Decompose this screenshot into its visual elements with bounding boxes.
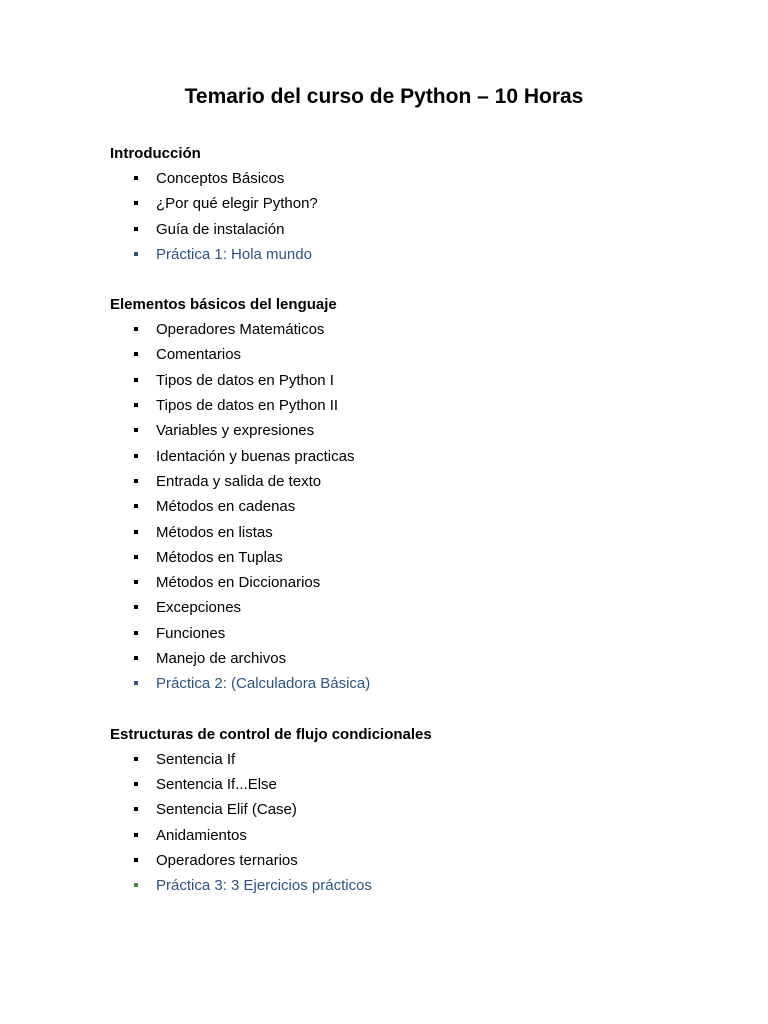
list-item-text: Sentencia If...Else bbox=[156, 775, 277, 793]
list-item bbox=[110, 797, 730, 822]
square-bullet-icon bbox=[134, 807, 138, 811]
practice-item-text: Práctica 3: 3 Ejercicios prácticos bbox=[156, 877, 372, 895]
list-item-text: Conceptos Básicos bbox=[156, 170, 285, 187]
list-item bbox=[110, 595, 730, 620]
list-item-text: ¿Por qué elegir Python? bbox=[156, 195, 318, 213]
list-item-text: Variables y expresiones bbox=[156, 422, 315, 440]
square-bullet-icon bbox=[134, 403, 138, 407]
section-item-list bbox=[110, 747, 730, 899]
section-item-list bbox=[110, 166, 730, 267]
square-bullet-icon bbox=[134, 378, 138, 382]
section-item-list bbox=[110, 317, 730, 696]
list-item bbox=[110, 418, 730, 443]
section-heading: Estructuras de control de flujo condicionales bbox=[110, 725, 432, 743]
list-item bbox=[110, 621, 730, 646]
practice-item bbox=[110, 242, 730, 267]
square-bullet-icon bbox=[134, 530, 138, 534]
practice-item bbox=[110, 671, 730, 696]
list-item-text: Métodos en Diccionarios bbox=[156, 574, 321, 592]
square-bullet-icon bbox=[134, 883, 138, 887]
square-bullet-icon bbox=[134, 352, 138, 356]
list-item-text: Excepciones bbox=[156, 599, 242, 617]
course-sections bbox=[110, 141, 730, 923]
list-item-text: Operadores ternarios bbox=[156, 851, 298, 869]
section-heading: Introducción bbox=[110, 145, 201, 162]
square-bullet-icon bbox=[134, 454, 138, 458]
square-bullet-icon bbox=[134, 227, 138, 231]
square-bullet-icon bbox=[134, 504, 138, 508]
square-bullet-icon bbox=[134, 201, 138, 205]
section-introduccion bbox=[110, 141, 730, 267]
list-item-text: Métodos en cadenas bbox=[156, 498, 296, 516]
document-title: Temario del curso de Python – 10 Horas bbox=[184, 85, 584, 108]
square-bullet-icon bbox=[134, 428, 138, 432]
list-item-text: Guía de instalación bbox=[156, 220, 285, 238]
list-item bbox=[110, 317, 730, 342]
square-bullet-icon bbox=[134, 555, 138, 559]
list-item bbox=[110, 772, 730, 797]
list-item-text: Métodos en listas bbox=[156, 523, 273, 541]
list-item-text: Anidamientos bbox=[156, 826, 247, 844]
square-bullet-icon bbox=[134, 631, 138, 635]
list-item bbox=[110, 520, 730, 545]
list-item bbox=[110, 444, 730, 469]
list-item-text: Sentencia If bbox=[156, 750, 236, 768]
square-bullet-icon bbox=[134, 858, 138, 862]
list-item bbox=[110, 393, 730, 418]
section-elementos-basicos bbox=[110, 292, 730, 696]
list-item-text: Manejo de archivos bbox=[156, 650, 287, 668]
list-item bbox=[110, 342, 730, 367]
list-item-text: Comentarios bbox=[156, 346, 242, 364]
square-bullet-icon bbox=[134, 833, 138, 837]
list-item bbox=[110, 823, 730, 848]
list-item-text: Operadores Matemáticos bbox=[156, 321, 325, 339]
list-item-text: Tipos de datos en Python I bbox=[156, 371, 334, 389]
square-bullet-icon bbox=[134, 605, 138, 609]
square-bullet-icon bbox=[134, 656, 138, 660]
square-bullet-icon bbox=[134, 580, 138, 584]
list-item-text: Tipos de datos en Python II bbox=[156, 397, 339, 415]
square-bullet-icon bbox=[134, 252, 138, 256]
list-item bbox=[110, 494, 730, 519]
practice-item bbox=[110, 873, 730, 898]
square-bullet-icon bbox=[134, 782, 138, 786]
list-item bbox=[110, 217, 730, 242]
list-item bbox=[110, 469, 730, 494]
square-bullet-icon bbox=[134, 327, 138, 331]
practice-item-text: Práctica 1: Hola mundo bbox=[156, 245, 312, 263]
list-item-text: Identación y buenas practicas bbox=[156, 447, 355, 465]
practice-item-text: Práctica 2: (Calculadora Básica) bbox=[156, 675, 371, 693]
list-item-text: Sentencia Elif (Case) bbox=[156, 801, 297, 819]
list-item bbox=[110, 747, 730, 772]
list-item bbox=[110, 545, 730, 570]
section-estructuras-control bbox=[110, 722, 730, 899]
section-heading: Elementos básicos del lenguaje bbox=[110, 296, 337, 314]
list-item-text: Funciones bbox=[156, 624, 226, 642]
list-item bbox=[110, 646, 730, 671]
list-item bbox=[110, 848, 730, 873]
list-item bbox=[110, 191, 730, 216]
list-item bbox=[110, 570, 730, 595]
square-bullet-icon bbox=[134, 176, 138, 180]
list-item-text: Entrada y salida de texto bbox=[156, 472, 322, 490]
list-item bbox=[110, 368, 730, 393]
square-bullet-icon bbox=[134, 757, 138, 761]
square-bullet-icon bbox=[134, 681, 138, 685]
list-item bbox=[110, 166, 730, 191]
square-bullet-icon bbox=[134, 479, 138, 483]
list-item-text: Métodos en Tuplas bbox=[156, 548, 283, 566]
